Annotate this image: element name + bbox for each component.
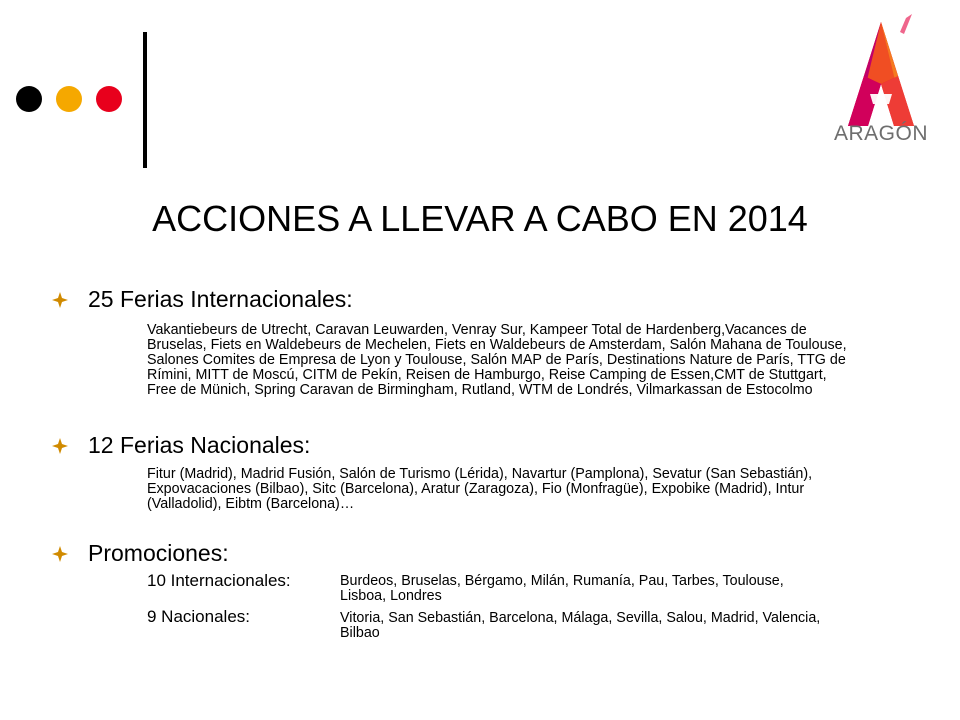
promociones-internacionales-label: 10 Internacionales: bbox=[147, 571, 291, 590]
logo-text: ARAGÓN bbox=[833, 122, 928, 145]
diamond-bullet-icon bbox=[52, 546, 68, 562]
section-heading: 12 Ferias Nacionales: bbox=[88, 432, 311, 458]
list-line: Burdeos, Bruselas, Bérgamo, Milán, Rumanía, Pau, Tarbes, Toulouse, bbox=[340, 573, 784, 589]
promociones-nacionales-label: 9 Nacionales: bbox=[147, 607, 251, 626]
section-heading: Promociones: bbox=[88, 540, 229, 566]
promociones-internacionales-list bbox=[340, 574, 784, 604]
list-line: Vakantiebeurs de Utrecht, Caravan Leuwarden, Venray Sur, Kampeer Total de Hardenberg,Vacances de bbox=[147, 322, 807, 338]
list-line: Salones Comites de Empresa de Lyon y Toulouse, Salón MAP de París, Destinations Nature de París, TTG de bbox=[147, 352, 846, 368]
vertical-bar bbox=[143, 32, 147, 168]
list-line: Free de Münich, Spring Caravan de Birmingham, Rutland, WTM de Londrés, Vilmarkassan de Estocolmo bbox=[147, 382, 813, 398]
ferias-nacionales-list bbox=[147, 467, 812, 512]
ferias-internacionales-list bbox=[147, 323, 847, 398]
diamond-bullet-icon bbox=[52, 438, 68, 454]
dot-red bbox=[96, 86, 122, 112]
section-heading: 25 Ferias Internacionales: bbox=[88, 286, 353, 312]
list-line: Bilbao bbox=[340, 625, 380, 641]
list-line: Fitur (Madrid), Madrid Fusión, Salón de Turismo (Lérida), Navartur (Pamplona), Sevatur (San Sebastián), bbox=[147, 466, 813, 482]
list-line: (Valladolid), Eibtm (Barcelona)… bbox=[147, 496, 355, 512]
list-line: Expovacaciones (Bilbao), Sitc (Barcelona), Aratur (Zaragoza), Fio (Monfragüe), Expobike (Madrid), Intur bbox=[147, 481, 805, 497]
dot-black bbox=[16, 86, 42, 112]
promociones-nacionales-list bbox=[340, 611, 820, 641]
list-line: Vitoria, San Sebastián, Barcelona, Málaga, Sevilla, Salou, Madrid, Valencia, bbox=[340, 610, 821, 626]
list-line: Lisboa, Londres bbox=[340, 588, 442, 604]
dot-orange bbox=[56, 86, 82, 112]
diamond-bullet-icon bbox=[52, 292, 68, 308]
page-title: ACCIONES A LLEVAR A CABO EN 2014 bbox=[152, 198, 808, 239]
list-line: Bruselas, Fiets en Waldebeurs de Mechelen, Fiets en Waldebeurs de Amsterdam, Salón Mahana de Toulouse, bbox=[147, 337, 847, 353]
list-line: Rímini, MITT de Moscú, CITM de Pekín, Reisen de Hamburgo, Reise Camping de Essen,CMT de Stuttgart, bbox=[147, 367, 827, 383]
